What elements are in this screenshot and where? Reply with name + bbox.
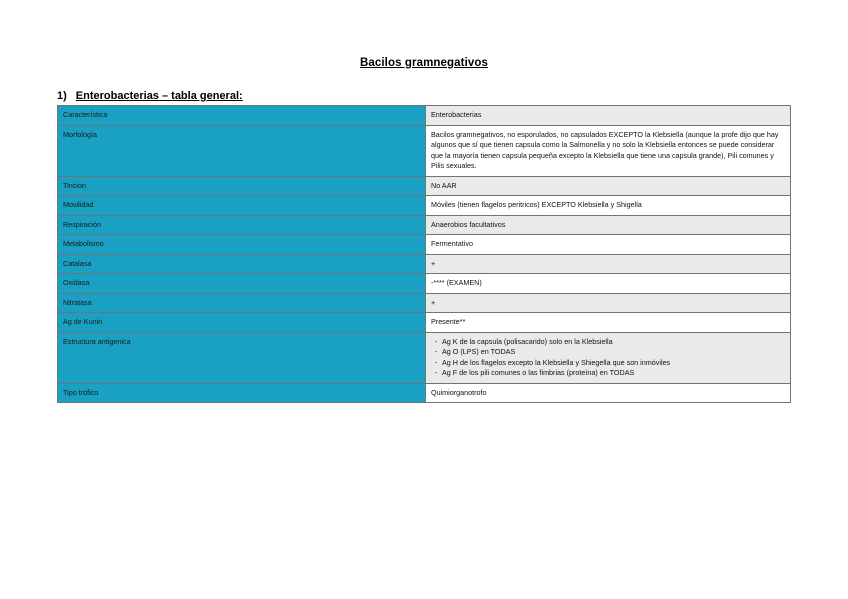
row-key-cell: Morfología	[58, 125, 426, 176]
list-item	[431, 347, 786, 358]
table-row-nitratasa	[58, 293, 791, 313]
table-header-row	[58, 106, 791, 126]
row-value-cell: -**** (EXAMEN)	[426, 274, 791, 294]
list-item	[431, 368, 786, 379]
row-value-cell: +	[426, 293, 791, 313]
table-row-movilidad	[58, 196, 791, 216]
list-item	[431, 358, 786, 369]
list-item-text: Ag F de los pili comunes o las fimbrias (proteína) en TODAS	[442, 368, 635, 377]
row-value-cell	[426, 332, 791, 383]
bullet-marker: -	[435, 336, 438, 346]
header-key-cell: Característica	[58, 106, 426, 126]
section-title: Enterobacterias – tabla general:	[75, 90, 243, 102]
list-item-text: Ag H de los flagelos excepto la Klebsiella y Shiegella que son inmóviles	[442, 357, 671, 367]
row-key-cell: Catalasa	[58, 254, 426, 274]
row-key-cell: Ag de Kunin	[58, 313, 426, 333]
row-value-cell: Móviles (tienen flagelos peritricos) EXCEPTO Klebsiella y Shigella	[426, 196, 791, 216]
list-item	[431, 337, 786, 348]
row-value-cell: Anaerobios facultativos	[426, 215, 791, 235]
header-value-cell: Enterobacterias	[426, 106, 791, 126]
row-value-cell: Quimiorganotrofo	[426, 383, 791, 403]
row-value-cell: Presente**	[426, 313, 791, 333]
row-value-cell: +	[426, 254, 791, 274]
row-value-cell: No AAR	[426, 176, 791, 196]
table-row-estructura-antigenica	[58, 332, 791, 383]
table-row-tincion	[58, 176, 791, 196]
row-key-cell: Respiración	[58, 215, 426, 235]
row-key-cell: Tipo trófico	[58, 383, 426, 403]
row-value-cell: Fermentativo	[426, 235, 791, 255]
antigen-list	[431, 337, 786, 379]
table-row-ag-de-kunin	[58, 313, 791, 333]
table-row-respiracion	[58, 215, 791, 235]
table-row-metabolismo	[58, 235, 791, 255]
section-number: 1)	[57, 90, 67, 102]
bullet-marker: -	[435, 368, 438, 377]
table-row-oxidasa	[58, 274, 791, 294]
section-heading	[57, 90, 243, 102]
row-key-cell: Tincion	[58, 176, 426, 196]
document-title: Bacilos gramnegativos	[359, 57, 488, 69]
row-key-cell: Movilidad	[58, 196, 426, 216]
row-value-cell: Bacilos gramnegativos, no esporulados, no capsulados EXCEPTO la Klebsiella (aunque la profe dijo que hay algunos que sí que tienen capsula como la Salmonella y no solo la Klebsiella entonces se puede considerar que la mayoría tienen capsula pequeña excepto la Klebsiella que tiene una capsula grande), Pili comunes y Pilis sexuales.	[426, 125, 791, 176]
row-key-cell: Estructura antigenica	[58, 332, 426, 383]
list-item-text: Ag O (LPS) en TODAS	[442, 347, 516, 356]
row-key-cell: Nitratasa	[58, 293, 426, 313]
table-row-morfologia	[58, 125, 791, 176]
table-row-tipo-trofico	[58, 383, 791, 403]
row-key-cell: Metabolismo	[58, 235, 426, 255]
row-key-cell: Oxidasa	[58, 274, 426, 294]
bullet-marker: -	[435, 357, 438, 367]
bullet-marker: -	[435, 347, 438, 356]
list-item-text: Ag K de la capsula (polisacarido) solo en la Klebsiella	[442, 336, 613, 346]
table-row-catalasa	[58, 254, 791, 274]
enterobacterias-table	[57, 105, 791, 403]
